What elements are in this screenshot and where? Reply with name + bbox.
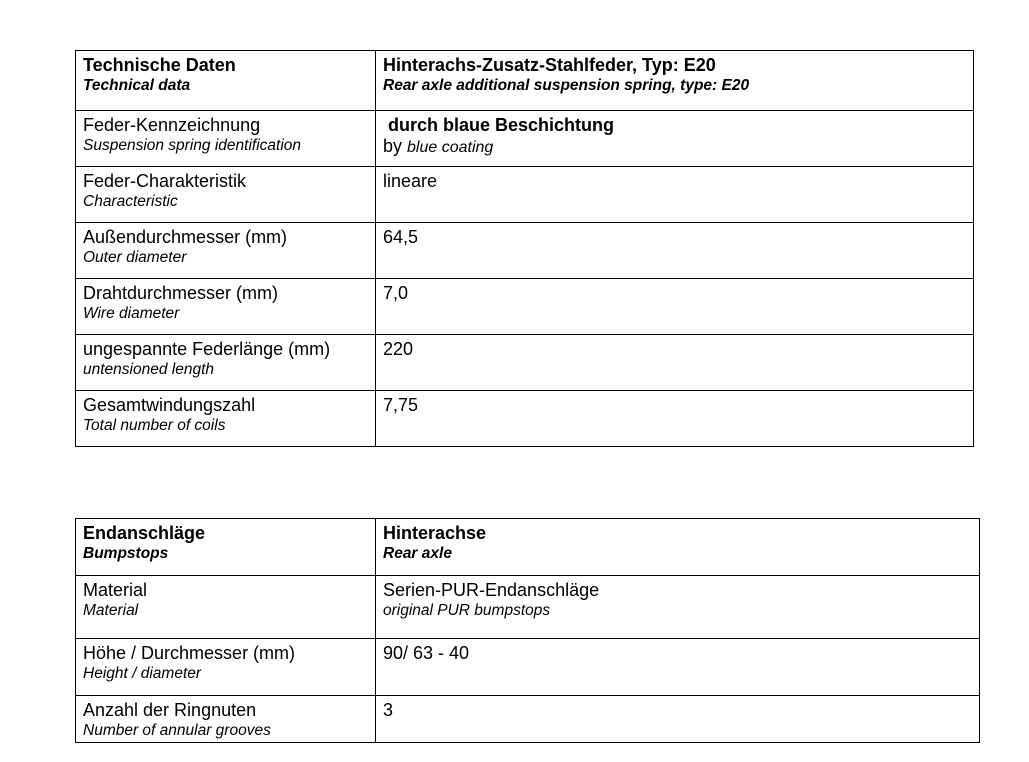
table-row bbox=[76, 223, 974, 279]
header-label-en: Bumpstops bbox=[83, 545, 169, 562]
value-cell bbox=[376, 223, 974, 279]
label-de: Anzahl der Ringnuten bbox=[83, 700, 257, 720]
value-en: original PUR bumpstops bbox=[383, 602, 551, 619]
label-de: Höhe / Durchmesser (mm) bbox=[83, 643, 296, 663]
label-de: Feder-Charakteristik bbox=[83, 171, 247, 191]
spring-technical-data-table bbox=[75, 50, 974, 447]
label-en: Height / diameter bbox=[83, 665, 202, 682]
value: 220 bbox=[383, 339, 414, 359]
table-row bbox=[76, 335, 974, 391]
value-prefix: by bbox=[383, 136, 408, 156]
label-cell bbox=[76, 391, 376, 447]
value-mixed bbox=[383, 135, 966, 159]
value-cell bbox=[376, 111, 974, 167]
header-label-cell bbox=[76, 519, 376, 576]
header-value-cell bbox=[376, 51, 974, 111]
value-italic: blue coating bbox=[407, 139, 494, 156]
label-cell bbox=[76, 223, 376, 279]
label-en: Suspension spring identification bbox=[83, 137, 301, 154]
label-de: Gesamtwindungszahl bbox=[83, 395, 256, 415]
value: 3 bbox=[383, 700, 394, 720]
header-label-de: Endanschläge bbox=[83, 523, 206, 543]
value: Serien-PUR-Endanschläge bbox=[383, 580, 600, 600]
label-cell bbox=[76, 279, 376, 335]
header-value-en: Rear axle bbox=[383, 545, 452, 562]
label-en: Material bbox=[83, 602, 139, 619]
table-row bbox=[76, 576, 980, 639]
label-cell bbox=[76, 576, 376, 639]
value-cell bbox=[376, 576, 980, 639]
label-cell bbox=[76, 111, 376, 167]
header-label-cell bbox=[76, 51, 376, 111]
value: 7,75 bbox=[383, 395, 419, 415]
table-header-row bbox=[76, 519, 980, 576]
label-en: Total number of coils bbox=[83, 417, 226, 434]
table-row bbox=[76, 111, 974, 167]
header-value-de: Hinterachs-Zusatz-Stahlfeder, Typ: E20 bbox=[383, 55, 716, 75]
label-de: Außendurchmesser (mm) bbox=[83, 227, 288, 247]
label-cell bbox=[76, 639, 376, 696]
table-row bbox=[76, 639, 980, 696]
value: 64,5 bbox=[383, 227, 419, 247]
label-cell bbox=[76, 335, 376, 391]
value-cell bbox=[376, 391, 974, 447]
value: lineare bbox=[383, 171, 438, 191]
label-cell bbox=[76, 167, 376, 223]
header-value-de: Hinterachse bbox=[383, 523, 487, 543]
value-bold: durch blaue Beschichtung bbox=[388, 115, 615, 135]
label-en: Characteristic bbox=[83, 193, 178, 210]
label-en: Outer diameter bbox=[83, 249, 187, 266]
label-en: Number of annular grooves bbox=[83, 722, 271, 739]
value: 90/ 63 - 40 bbox=[383, 643, 470, 663]
table-row bbox=[76, 167, 974, 223]
value-cell bbox=[376, 167, 974, 223]
table-header-row bbox=[76, 51, 974, 111]
header-value-cell bbox=[376, 519, 980, 576]
header-label-en: Technical data bbox=[83, 77, 191, 94]
label-en: Wire diameter bbox=[83, 305, 180, 322]
header-value-en: Rear axle additional suspension spring, type: E20 bbox=[383, 77, 750, 94]
value-cell bbox=[376, 279, 974, 335]
bumpstop-table bbox=[75, 518, 980, 743]
value-cell bbox=[376, 696, 980, 743]
label-de: Material bbox=[83, 580, 148, 600]
label-cell bbox=[76, 696, 376, 743]
value: 7,0 bbox=[383, 283, 409, 303]
label-en: untensioned length bbox=[83, 361, 215, 378]
label-de: Drahtdurchmesser (mm) bbox=[83, 283, 279, 303]
table-row bbox=[76, 279, 974, 335]
value-cell bbox=[376, 335, 974, 391]
table-row bbox=[76, 696, 980, 743]
table-row bbox=[76, 391, 974, 447]
value-cell bbox=[376, 639, 980, 696]
label-de: Feder-Kennzeichnung bbox=[83, 115, 261, 135]
header-label-de: Technische Daten bbox=[83, 55, 236, 75]
label-de: ungespannte Federlänge (mm) bbox=[83, 339, 331, 359]
